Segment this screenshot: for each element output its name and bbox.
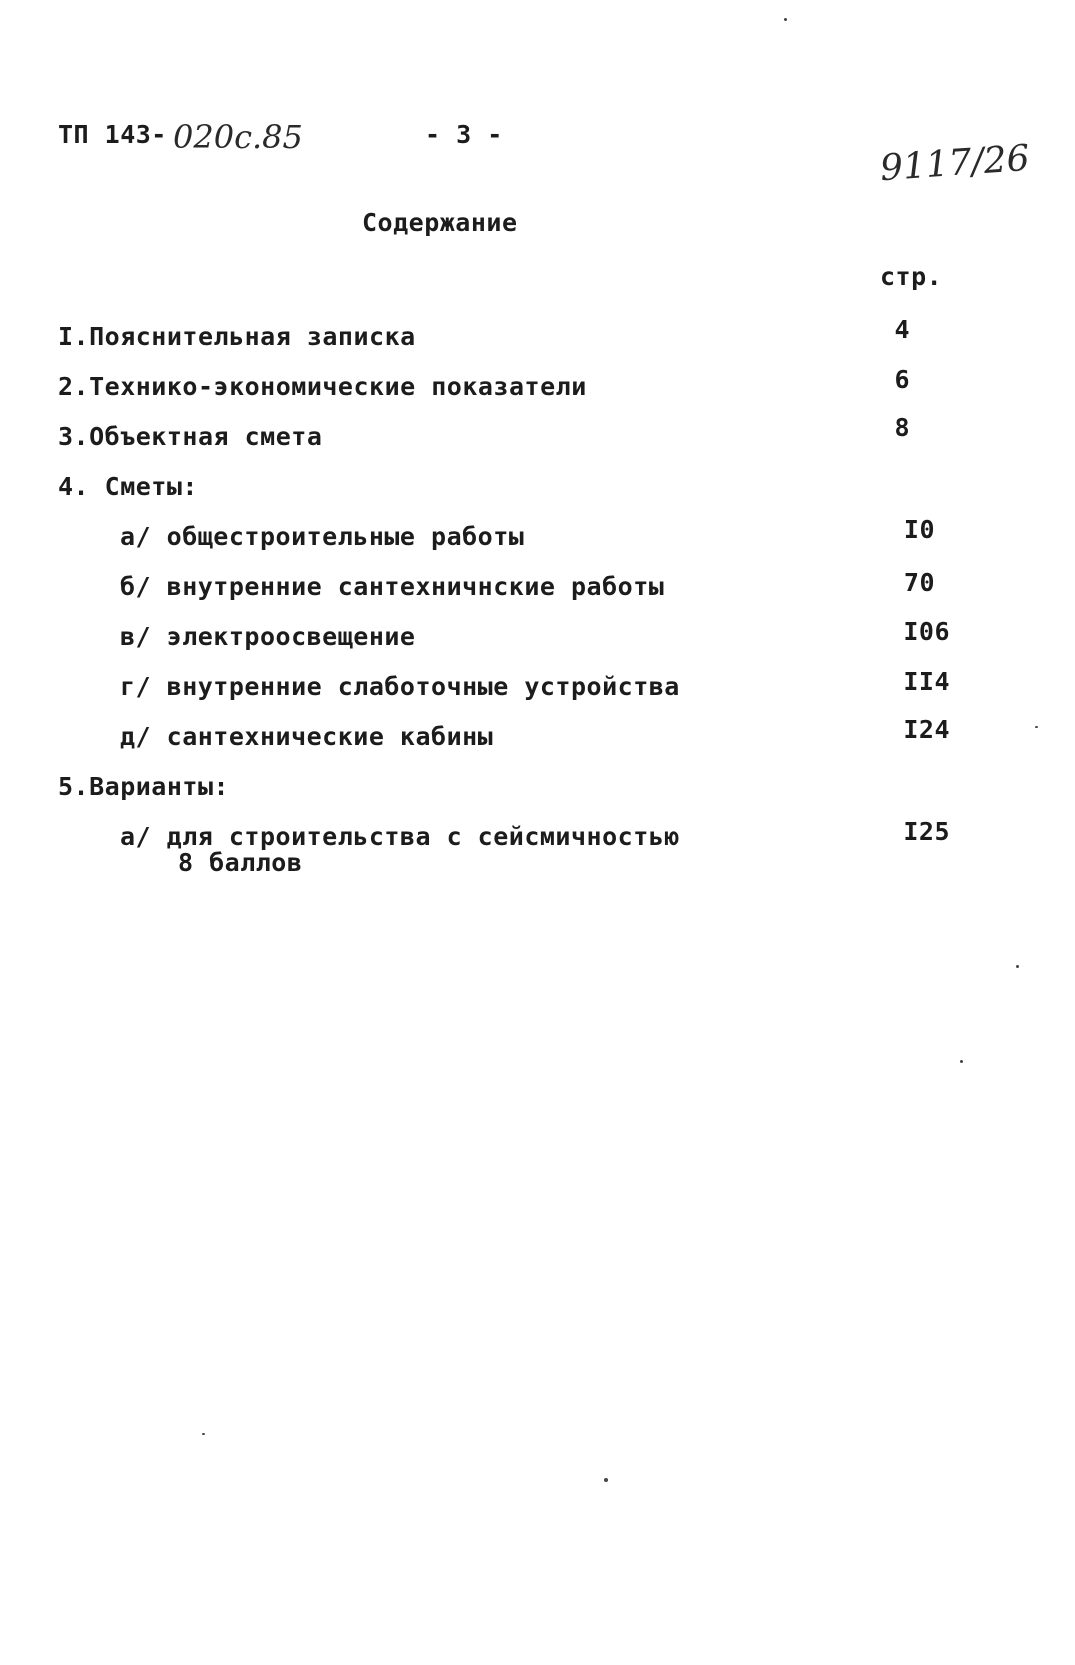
scan-speck xyxy=(1016,965,1019,968)
toc-entry-page: 70 xyxy=(903,568,935,597)
scan-speck xyxy=(202,1433,205,1435)
document-code-handwritten: 020с.85 xyxy=(173,118,303,156)
page-number: - 3 - xyxy=(425,120,503,149)
page-column-header: стр. xyxy=(880,262,943,291)
contents-title: Содержание xyxy=(362,208,518,237)
toc-entry-page: II4 xyxy=(903,667,950,696)
toc-entry-page: 6 xyxy=(894,365,910,394)
scan-speck xyxy=(784,18,787,21)
toc-entry-label: а/ для строительства с сейсмичностью xyxy=(120,822,680,851)
scan-speck xyxy=(604,1478,608,1482)
document-code-prefix: ТП 143- xyxy=(58,120,167,149)
scan-speck xyxy=(960,1060,963,1063)
toc-entry-page: 8 xyxy=(894,413,910,442)
toc-entry-page: I06 xyxy=(903,617,950,646)
toc-entry-label: I.Пояснительная записка xyxy=(58,322,416,351)
toc-entry-label-continuation: 8 баллов xyxy=(178,848,303,877)
toc-entry-label: 3.Объектная смета xyxy=(58,422,323,451)
toc-entry-label: б/ внутренние сантехничнские работы xyxy=(120,572,665,601)
toc-entry-label: д/ сантехнические кабины xyxy=(120,722,494,751)
scan-speck xyxy=(1035,726,1038,728)
toc-entry-page: I0 xyxy=(903,515,935,544)
toc-entry-label: 2.Технико-экономические показатели xyxy=(58,372,587,401)
toc-entry-label: в/ электроосвещение xyxy=(120,622,416,651)
registration-number: 9117/26 xyxy=(878,137,1031,190)
toc-section-label: 4. Сметы: xyxy=(58,472,198,501)
toc-entry-page: I24 xyxy=(903,715,950,744)
toc-section-label: 5.Варианты: xyxy=(58,772,230,801)
toc-entry-label: г/ внутренние слаботочные устройства xyxy=(120,672,680,701)
toc-entry-page: 4 xyxy=(894,315,910,344)
toc-entry-page: I25 xyxy=(903,817,950,846)
toc-entry-label: а/ общестроительные работы xyxy=(120,522,525,551)
